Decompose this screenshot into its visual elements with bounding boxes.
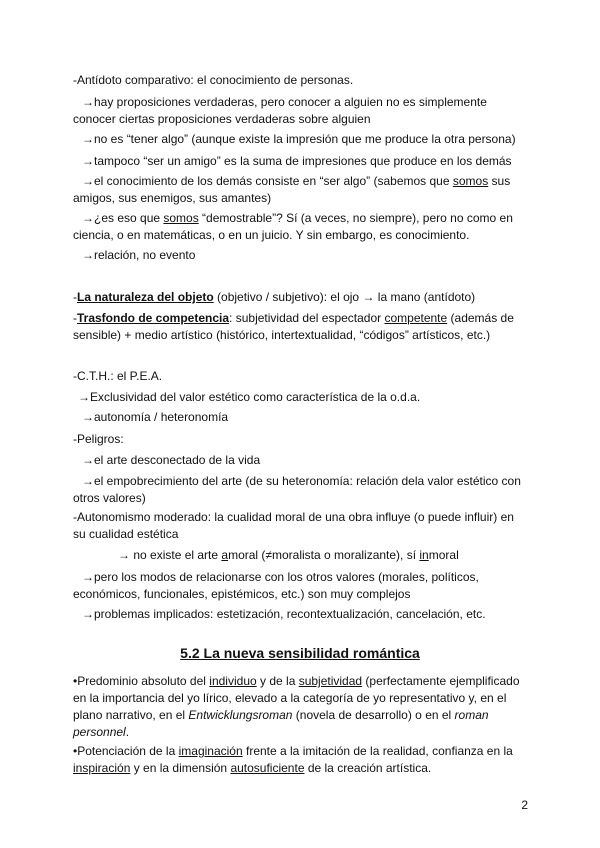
text: (novela de desarrollo) o en el <box>292 708 455 722</box>
text: - <box>73 290 77 304</box>
text: →el empobrecimiento del arte (de su heteronomía: relación dela valor estético con <box>82 474 521 488</box>
text-line <box>73 569 533 603</box>
text-line <box>73 431 533 448</box>
text: →el arte desconectado de la vida <box>82 453 261 467</box>
underlined-text: imaginación <box>178 744 243 758</box>
text: -Antídoto comparativo: el conocimiento de personas. <box>73 73 354 87</box>
underlined-text: individuo <box>209 674 257 688</box>
text: → no existe el arte <box>118 548 222 562</box>
underlined-text: a <box>221 548 229 562</box>
text: (objetivo / subjetivo): el ojo → la mano (antídoto) <box>213 290 476 304</box>
underlined-text: competente <box>384 311 448 325</box>
paragraph <box>73 673 533 741</box>
text-line <box>82 452 533 469</box>
text-line <box>73 94 533 128</box>
text-line <box>82 247 533 264</box>
text: →¿es eso que <box>82 211 164 225</box>
text-line <box>73 72 533 89</box>
section-heading: 5.2 La nueva sensibilidad romántica <box>180 645 420 661</box>
text: (perfectamente ejemplificado <box>362 674 520 688</box>
text-line <box>73 368 533 385</box>
underlined-text: somos <box>452 174 489 188</box>
text: -Peligros: <box>73 432 124 446</box>
bold-term: La naturaleza del objeto <box>77 290 214 304</box>
text: . <box>125 725 130 739</box>
text: →relación, no evento <box>82 248 196 262</box>
underlined-text: autosuficiente <box>230 761 305 775</box>
text: : subjetividad del espectador <box>229 311 385 325</box>
text: →el conocimiento de los demás consiste en “ser algo” (sabemos que <box>82 174 453 188</box>
bold-term: Trasfondo de competencia <box>77 311 230 325</box>
text-line <box>82 606 533 623</box>
text: moral (≠moralista o moralizante), sí <box>228 548 420 562</box>
text: “demostrable”? Sí (a veces, no siempre), pero no como en <box>198 211 513 225</box>
text: sensible) + medio artístico (histórico, intertextualidad, “códigos” artísticos, etc.) <box>73 328 491 342</box>
text: y en la dimensión <box>130 761 231 775</box>
text: su cualidad estética <box>73 527 179 541</box>
text: económicos, funcionales, epistémicos, etc.) son muy complejos <box>73 587 411 601</box>
text: ciencia, o en matemáticas, o en un juicio. Y sin embargo, es conocimiento. <box>73 228 470 242</box>
text: →problemas implicados: estetización, recontextualización, cancelación, etc. <box>82 607 486 621</box>
underlined-text: subjetividad <box>298 674 363 688</box>
underlined-text: inspiración <box>73 761 131 775</box>
text-line <box>73 509 533 543</box>
text: plano narrativo, en el <box>73 708 189 722</box>
text: de la creación artística. <box>304 761 432 775</box>
text-line <box>78 389 538 406</box>
underlined-text: in <box>419 548 429 562</box>
text: frente a la imitación de la realidad, confianza en la <box>242 744 513 758</box>
text: otros valores) <box>73 491 146 505</box>
text: - <box>73 311 77 325</box>
text-line <box>73 210 533 244</box>
text: -C.T.H.: el P.E.A. <box>73 369 163 383</box>
text-line <box>73 473 533 507</box>
text: →pero los modos de relacionarse con los otros valores (morales, políticos, <box>82 570 479 584</box>
text-line <box>82 153 533 170</box>
text-line <box>82 131 533 148</box>
underlined-text: somos <box>163 211 199 225</box>
italic-text: personnel <box>73 725 126 739</box>
text: →no es “tener algo” (aunque existe la impresión que me produce la otra persona) <box>82 132 516 146</box>
text: sus <box>488 174 511 188</box>
page-number: 2 <box>521 798 528 812</box>
text: y de la <box>256 674 299 688</box>
text: →tampoco “ser un amigo” es la suma de impresiones que produce en los demás <box>82 154 512 168</box>
text: →Exclusividad del valor estético como característica de la o.d.a. <box>78 390 421 404</box>
text-line <box>82 409 533 426</box>
text: conocer ciertas proposiciones verdaderas sobre alguien <box>73 112 371 126</box>
text: en la importancia del yo lírico, elevado a la categoría de yo representativo y, en el <box>73 691 507 705</box>
italic-text: Entwicklungsroman <box>188 708 293 722</box>
text: amigos, sus enemigos, sus amantes) <box>73 191 272 205</box>
italic-text: roman <box>454 708 489 722</box>
text: moral <box>428 548 459 562</box>
text: •Potenciación de la <box>73 744 179 758</box>
text: →autonomía / heteronomía <box>82 410 229 424</box>
paragraph <box>73 743 533 777</box>
text: →hay proposiciones verdaderas, pero conocer a alguien no es simplemente <box>82 95 487 109</box>
text: -Autonomismo moderado: la cualidad moral de una obra influye (o puede influir) en <box>73 510 514 524</box>
text-line <box>73 310 533 344</box>
text: (además de <box>447 311 514 325</box>
text-line <box>73 173 533 207</box>
text-line <box>118 547 533 564</box>
text-line <box>73 289 533 306</box>
text: •Predominio absoluto del <box>73 674 210 688</box>
